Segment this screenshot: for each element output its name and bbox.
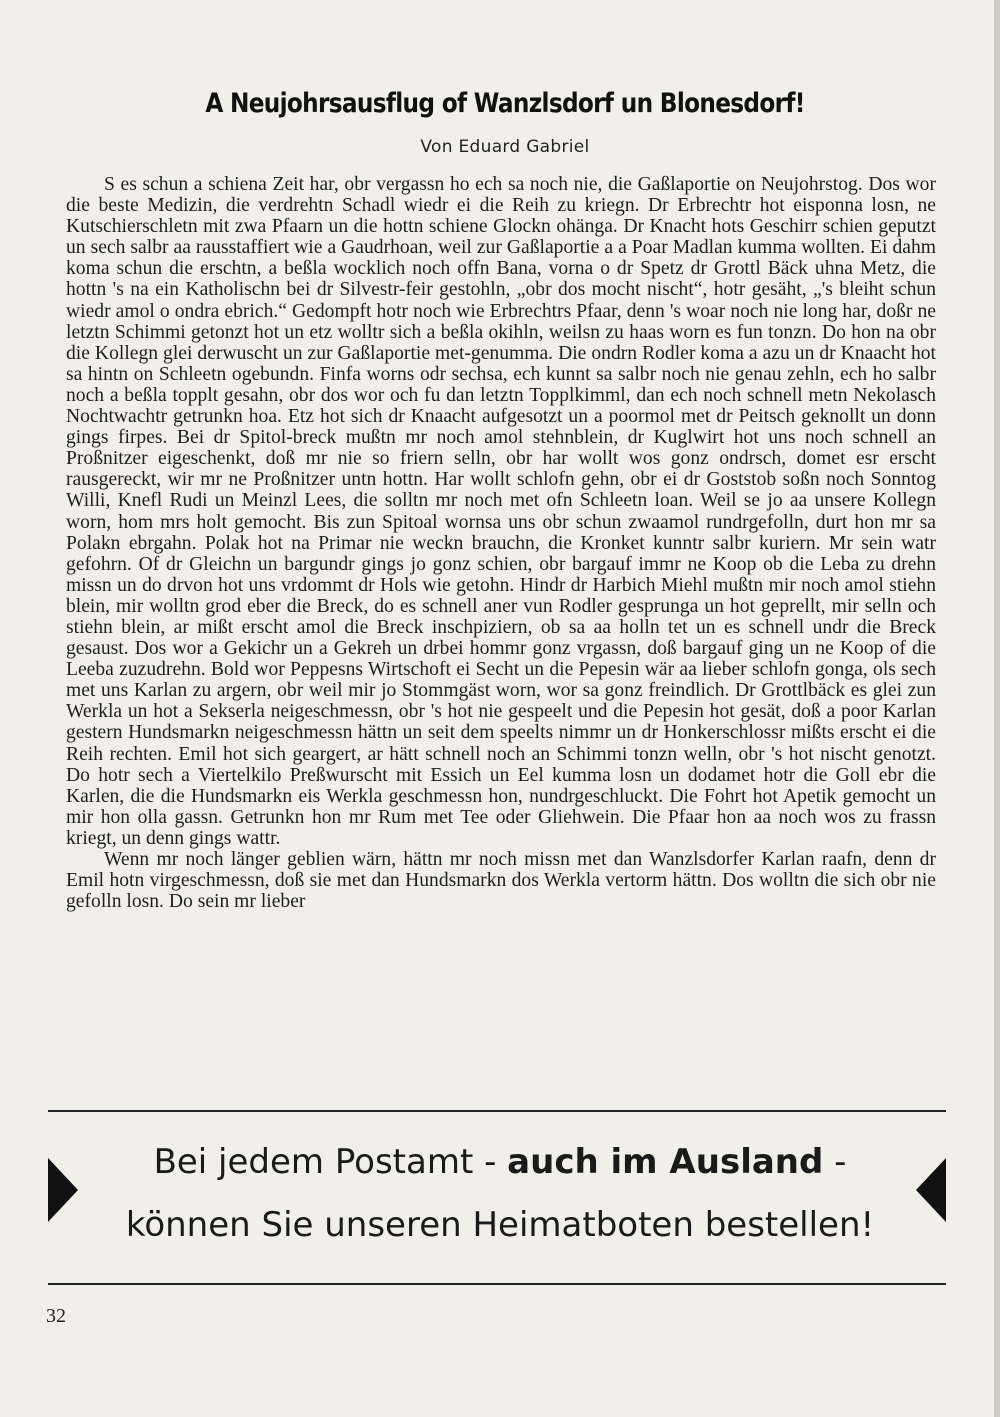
ad-line-1-bold: auch im Ausland [507,1142,824,1182]
ad-line-1-end: - [823,1142,847,1182]
ad-bottom-rule [48,1283,946,1285]
ad-top-rule [48,1110,946,1112]
article-title: A Neujohrsausflug of Wanzlsdorf un Blonesdorf! [205,88,805,119]
article-paragraph-2: Wenn mr noch länger geblien wärn, hättn mr noch missn met dan Wanzlsdorfer Karlan raafn, denn dr Emil hotn virgeschmessn, doß sie met dan Hundsmarkn dos Werkla vertorm hättn. Dos wolltn die sich obr nie gefolln losn. Do sein mr lieber [66,849,936,913]
ad-line-1 [100,1142,900,1182]
triangle-right-icon [48,1158,78,1222]
ad-line-1-start: Bei jedem Postamt - [153,1142,508,1182]
article-author: Von Eduard Gabriel [420,137,590,157]
page-edge [994,0,1000,1417]
ad-line-2: können Sie unseren Heimatboten bestellen! [125,1205,875,1245]
triangle-left-icon [916,1158,946,1222]
article-body [66,174,936,912]
article-paragraph-1: S es schun a schiena Zeit har, obr vergassn ho ech sa noch nie, die Gaßlaportie on Neujohrstog. Dos wor die beste Medizin, die verdrehtn Schadl wiedr ei die Reih zu kriegn. Dr Erbrechtr hot eisponna losn, ne Kutschierschletn mit zwa Pfaarn un die hottn schiene Glockn ohänga. Dr Knacht hots Geschirr schien geputzt un sech salbr aa rausstaffiert wie a Gaudrhoan, weil zur Gaßlaportie a a Poar Madlan kumma wollten. Ei dahm koma schun die erschtn, a beßla wocklich noch offn Bana, vorna o dr Spetz dr Grottl Bäck uhna Metz, die hottn 's na ein Katholischn bei dr Silvestr-feir gestohln, „obr dos mocht nischt“, hotr gesäht, „'s bleiht schun wiedr amol o ondra ebrich.“ Gedompft hotr noch wie Erbrechtrs Pfaar, denn 's woar noch nie long har, doßr ne letztn Schimmi getonzt hot un etz wolltr sich a beßla okihln, weilsn zu haas worn es fun tonzn. Do hon na obr die Kollegn glei derwuscht un zur Gaßlaportie met-genumma. Die ondrn Rodler koma a azu un dr Knaacht hot sa hintn on Schleetn ogebundn. Finfa worns odr sechsa, ech kunnt sa salbr noch nie genau zehln, ech ho salbr noch a beßla topplt gesahn, obr dos wor och fu dan letztn Topplkimml, dan ech noch schnell metn Nekolasch Nochtwachtr getrunkn hoa. Etz hot sich dr Knaacht aufgesotzt un a poormol met dr Peitsch geknollt un donn gings firpes. Bei dr Spitol-breck mußtn mr noch amol stehnblein, dr Kuglwirt hot uns noch schnell an Proßnitzer eigeschenkt, doß mr nie so friern selln, obr har wollt wos gonz ondrsch, domet esr erscht rausgereckt, wir mr ne Proßnitzer untn hottn. Har wollt schlofn gehn, obr ei dr Goststob soßn noch Sonntog Willi, Knefl Rudi un Meinzl Lees, die solltn mr noch met ofn Schleetn loan. Weil se jo aa unsere Kollegn worn, hom mrs holt gemocht. Bis zun Spitoal wornsa uns obr schun zwaamol rundrgefolln, durt hon mr sa Polakn ebrgahn. Polak hot na Primar nie weckn brauchn, die Kronket kunntr salbr kuriern. Mr sein watr gefohrn. Of dr Gleichn un bargundr gings jo gonz schien, obr bargauf immr ne Koop ob die Leba zu drehn missn un do drvon hot uns vrdommt dr Hols wie getohn. Hindr dr Harbich Miehl mußtn mir noch amol stiehn blein, mir wolltn grod eber die Breck, do es schnell aner vun Rodler gesprunga un hot geprellt, mir selln och stiehn blein, ar mißt erscht amol die Breck inschpiziern, ob sa aa holln tet un es schnell undr die Breck gesaust. Dos wor a Gekichr un a Gekreh un drbei hommr gonz vrgassn, doß bargauf ging un ne Koop of die Leeba zuzudrehn. Bold wor Peppesns Wirtschoft ei Secht un die Pepesin wär aa lieber schlofn gonga, ols sech met uns Karlan zu argern, obr weil mir jo Stommgäst worn, wor sa gonz freindlich. Dr Grottlbäck es glei zun Werkla un hot a Sekserla neigeschmessn, obr 's hot nie gespeelt und die Pepesin hot gesät, doß a poor Karlan gestern Hundsmarkn neigeschmessn hättn un seit dem speelts nimmr un dr Honkerschlossr mißts erscht ei die Reih rechten. Emil hot sich geargert, ar hätt schnell noch an Schimmi tonzn welln, obr 's hot nischt genotzt. Do hotr sech a Viertelkilo Preßwurscht mit Essich un Eel kumma losn un dodamet hotr die Goll ebr die Karlen, die die Hundsmarkn eis Werkla geschmessn hon, nundrgeschluckt. Die Fohrt hot Apetik gemocht un mir hon olla gassn. Getrunkn hon mr Rum met Tee oder Gliehwein. Die Pfaar hon aa noch wos zu frassn kriegt, un denn gings wattr. [66,174,936,849]
page-number: 32 [46,1305,66,1327]
